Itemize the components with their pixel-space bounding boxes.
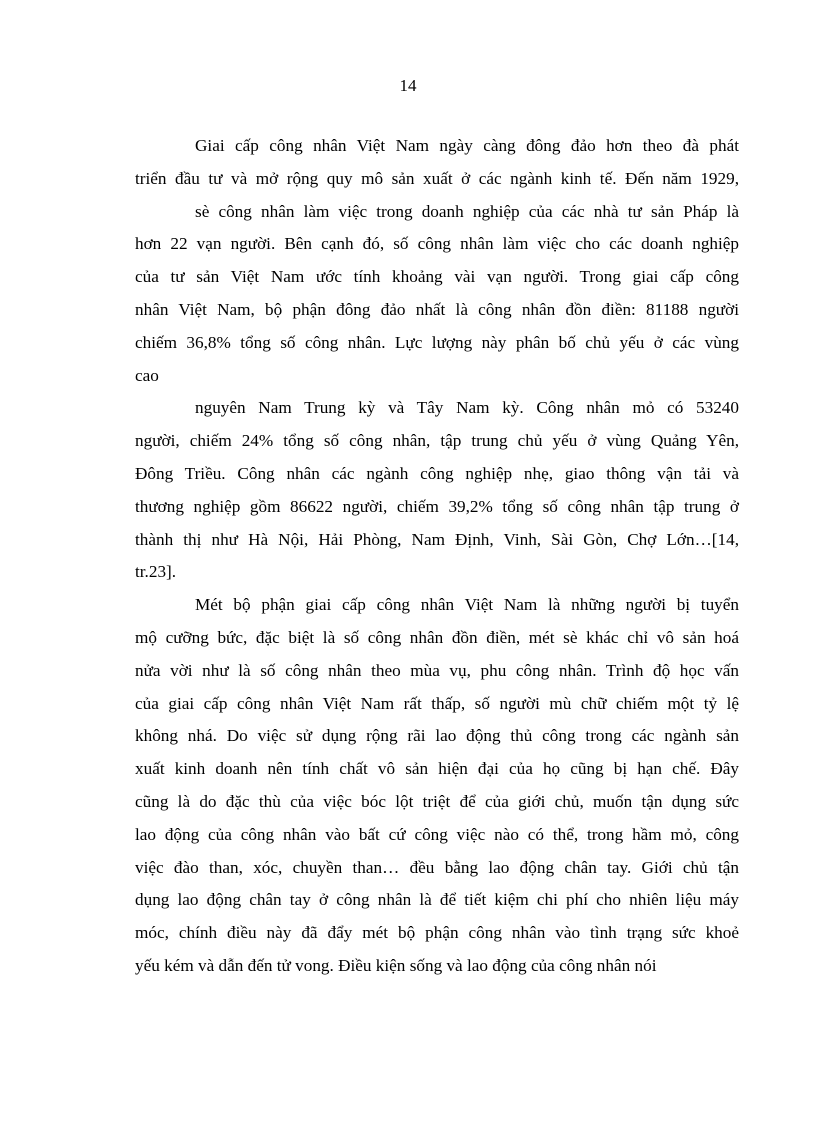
text-line: sè công nhân làm việc trong doanh nghiệp của các nhà tư sản Pháp là (195, 201, 739, 221)
text-line: móc, chính điều này đã đẩy mét bộ phận công nhân vào tình trạng sức khoẻ (135, 923, 739, 943)
page-number: 14 (399, 76, 417, 95)
text-line: tr.23]. (135, 562, 177, 582)
text-line: dụng lao động chân tay ở công nhân là để tiết kiệm chi phí cho nhiên liệu máy (135, 890, 739, 910)
text-line: cũng là do đặc thù của việc bóc lột triệt để của giới chủ, muốn tận dụng sức (135, 791, 739, 811)
text-line: thương nghiệp gồm 86622 người, chiếm 39,2% tổng số công nhân tập trung ở (135, 496, 739, 516)
text-line: yếu kém và dẫn đến tử vong. Điều kiện sống và lao động của công nhân nói (135, 955, 657, 975)
text-line: nửa vời như là số công nhân theo mùa vụ, phu công nhân. Trình độ học vấn (135, 660, 739, 680)
text-line: của tư sản Việt Nam ước tính khoảng vài vạn người. Trong giai cấp công (135, 267, 739, 287)
text-line: nhân Việt Nam, bộ phận đông đảo nhất là công nhân đồn điền: 81188 người (135, 299, 739, 319)
text-line: triển đầu tư và mở rộng quy mô sản xuất ở các ngành kinh tế. Đến năm 1929, (135, 168, 739, 188)
text-line: không nhá. Do việc sử dụng rộng rãi lao động thủ công trong các ngành sản (135, 726, 739, 746)
text-line: người, chiếm 24% tổng số công nhân, tập trung chủ yếu ở vùng Quảng Yên, (135, 431, 739, 451)
body-text (135, 130, 739, 983)
text-line: thành thị như Hà Nội, Hải Phòng, Nam Định, Vinh, Sài Gòn, Chợ Lớn…[14, (135, 529, 739, 549)
text-line: chiếm 36,8% tổng số công nhân. Lực lượng này phân bố chủ yếu ở các vùng (135, 332, 739, 352)
text-line: của giai cấp công nhân Việt Nam rất thấp, số người mù chữ chiếm một tỷ lệ (135, 693, 739, 713)
text-line: Giai cấp công nhân Việt Nam ngày càng đông đảo hơn theo đà phát (195, 136, 739, 155)
text-line: Mét bộ phận giai cấp công nhân Việt Nam là những người bị tuyển (195, 595, 739, 615)
text-line: nguyên Nam Trung kỳ và Tây Nam kỳ. Công nhân mỏ có 53240 (195, 398, 739, 418)
text-line: Đông Triều. Công nhân các ngành công nghiệp nhẹ, giao thông vận tải và (135, 463, 739, 483)
text-line: mộ cưỡng bức, đặc biệt là số công nhân đồn điền, mét sè khác chỉ vô sản hoá (135, 627, 739, 647)
text-line: lao động của công nhân vào bất cứ công việc nào có thể, trong hầm mỏ, công (135, 824, 739, 844)
text-line: việc đào than, xóc, chuyền than… đều bằng lao động chân tay. Giới chủ tận (135, 857, 739, 877)
text-line: cao (135, 365, 159, 385)
text-line: hơn 22 vạn người. Bên cạnh đó, số công nhân làm việc cho các doanh nghiệp (135, 234, 739, 254)
text-line: xuất kinh doanh nên tính chất vô sản hiện đại của họ cũng bị hạn chế. Đây (135, 759, 739, 779)
